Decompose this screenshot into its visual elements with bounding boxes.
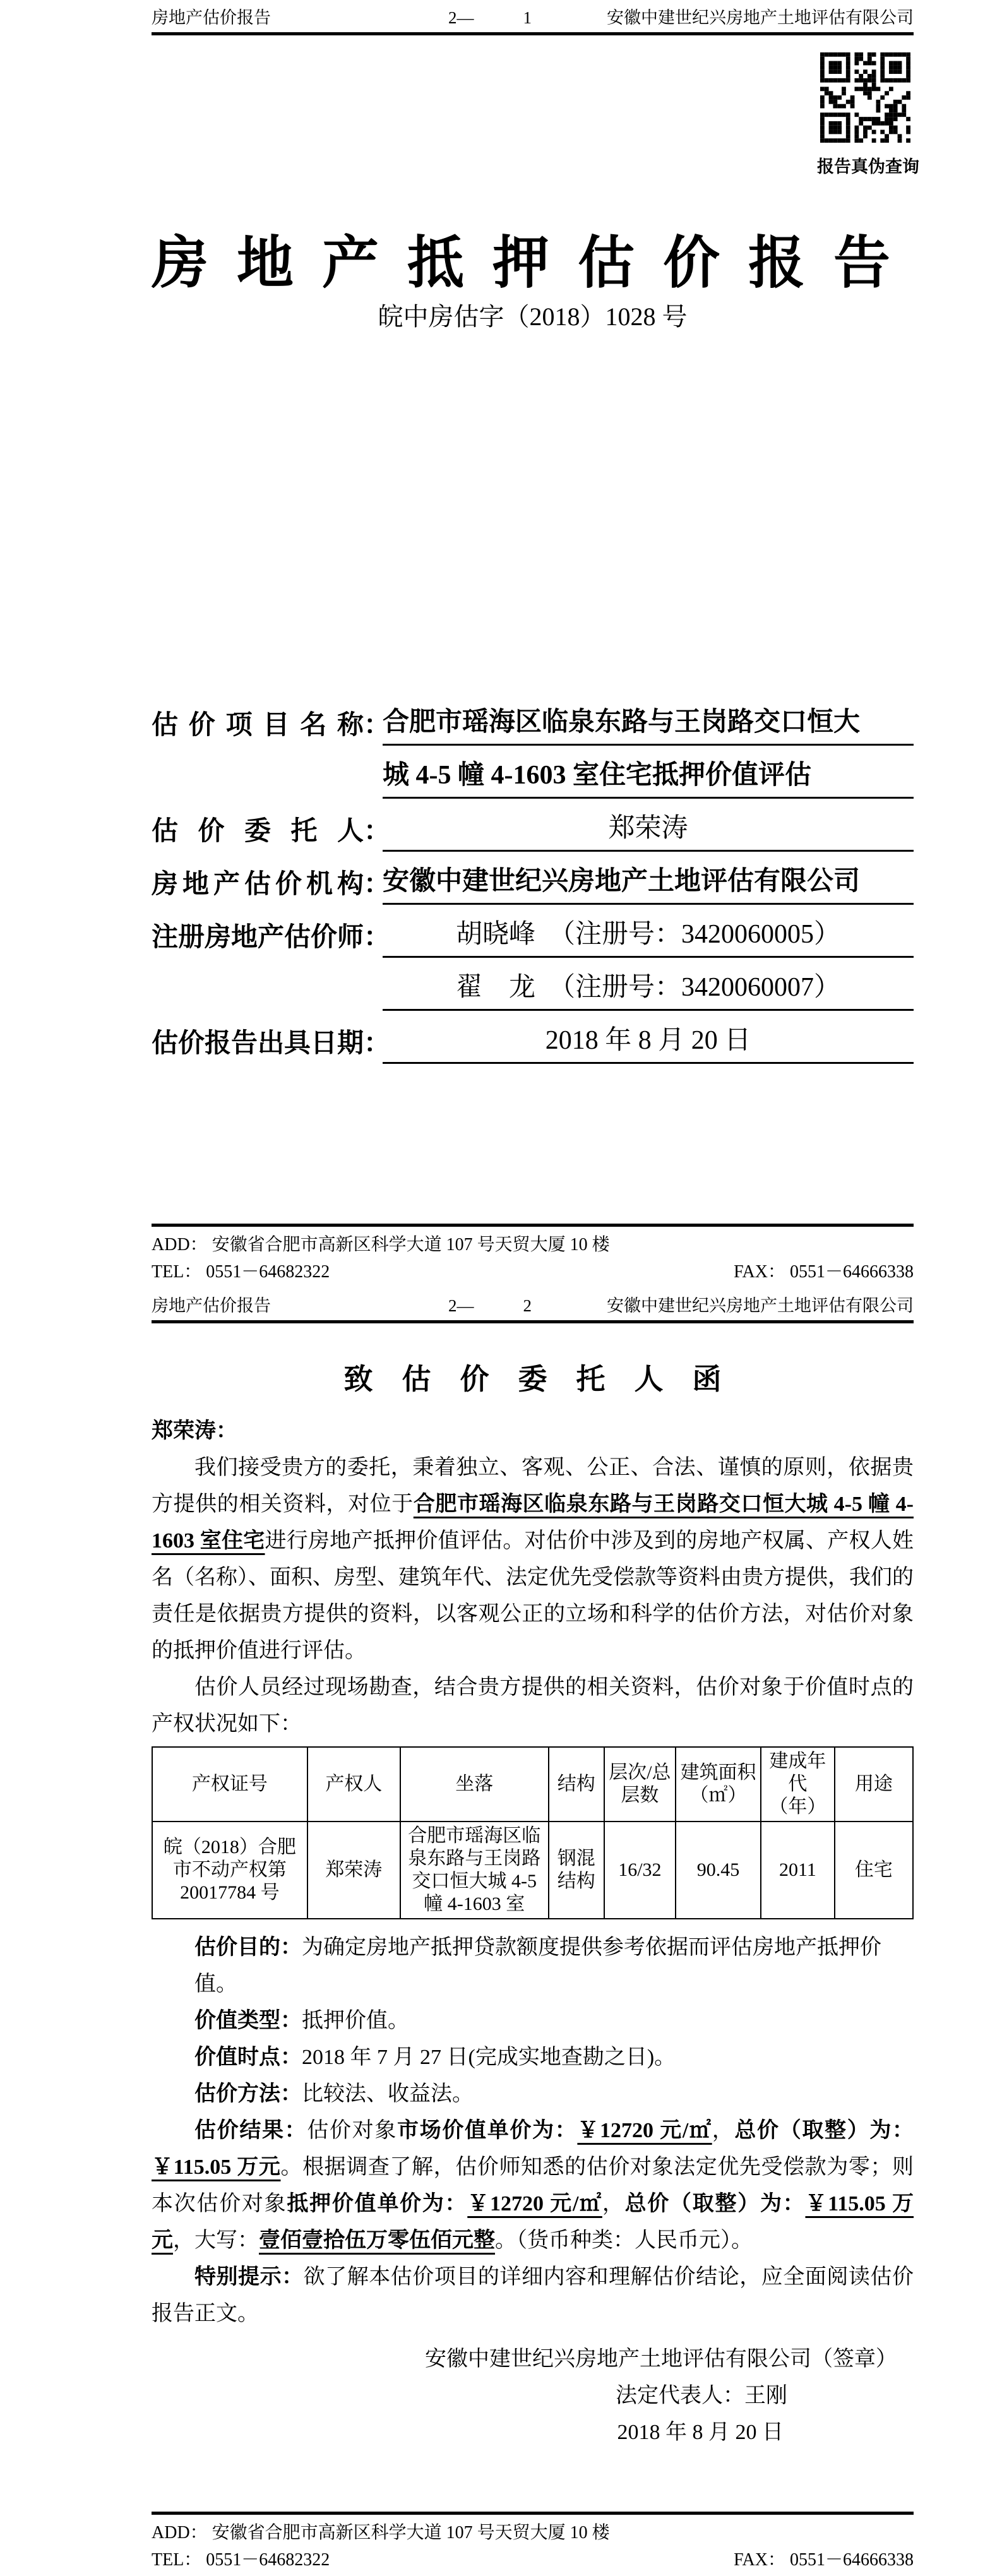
signature-block	[152, 2341, 914, 2451]
header-cell: 坐落	[400, 1747, 549, 1822]
issue-date-value: 2018 年 8 月 20 日	[383, 1019, 914, 1064]
footer-address: ADD： 安徽省合肥市高新区科学大道 107 号天贸大厦 10 楼	[152, 1235, 610, 1255]
header-cell: 建筑面积（㎡）	[676, 1747, 761, 1822]
project-label: 估价项目名称	[152, 711, 364, 740]
cell-usage: 住宅	[835, 1822, 913, 1919]
cell-floor: 16/32	[604, 1822, 676, 1919]
kv-value-type: 价值类型：抵押价值。	[194, 2009, 409, 2032]
footer-fax: FAX： 0551－64666338	[734, 1262, 914, 1282]
footer-fax: FAX： 0551－64666338	[734, 2550, 914, 2570]
cover-form	[152, 696, 914, 1064]
qr-caption: 报告真伪查询	[817, 157, 919, 176]
agency-value: 安徽中建世纪兴房地产土地评估有限公司	[383, 860, 914, 905]
issue-date-label: 估价报告出具日期	[152, 1029, 364, 1058]
paragraph-special-note: 特别提示：欲了解本估价项目的详细内容和理解估价结论，应全面阅读估价报告正文。	[152, 2265, 914, 2325]
client-label: 估价委托人	[152, 817, 364, 846]
header-cell: 建成年代（年）	[761, 1747, 835, 1822]
running-header-company: 安徽中建世纪兴房地产土地评估有限公司	[607, 8, 914, 27]
header-cell: 结构	[549, 1747, 604, 1822]
footer-address: ADD： 安徽省合肥市高新区科学大道 107 号天贸大厦 10 楼	[152, 2523, 610, 2543]
project-name-line2: 城 4-5 幢 4-1603 室住宅抵押价值评估	[383, 746, 914, 799]
form-row-appraiser-2	[152, 958, 914, 1011]
cell-area: 90.45	[676, 1822, 761, 1919]
header-cell: 层次/总层数	[604, 1747, 676, 1822]
running-header-page-indicator	[448, 8, 532, 28]
table-header-row	[152, 1747, 913, 1822]
form-row-client: 估价委托人 ： 郑荣涛	[152, 799, 914, 852]
cell-owner: 郑荣涛	[307, 1822, 400, 1919]
page2-running-header	[152, 1296, 914, 1323]
form-row-agency: 房地产估价机构 ： 安徽中建世纪兴房地产土地评估有限公司	[152, 852, 914, 905]
appraiser-2-value: 翟 龙 （注册号：3420060007）	[383, 966, 914, 1011]
running-header-company: 安徽中建世纪兴房地产土地评估有限公司	[607, 1296, 914, 1315]
page-2-letter	[0, 1288, 1002, 2576]
running-header-doc-label: 房地产估价报告	[152, 1296, 271, 1315]
paragraph-engagement: 我们接受贵方的委托，秉着独立、客观、公正、合法、谨慎的原则，依据贵方提供的相关资料，对位于合肥市瑶海区临泉东路与王岗路交口恒大城 4-5 幢 4-1603 室住宅进行房地产抵押价值评估。对估价中涉及到的房地产权属、产权人姓名（名称）、面积、房型、建筑年代、法定优先受偿款等资料由贵方提供，我们的责任是依据贵方提供的资料，以客观公正的立场和科学的估价方法，对估价对象的抵押价值进行评估。	[152, 1456, 914, 1662]
page1-footer	[152, 1224, 914, 1282]
page-number: 1	[523, 8, 532, 27]
signature-date: 2018 年 8 月 20 日	[617, 2421, 784, 2444]
signature-legal-representative: 法定代表人：王刚	[616, 2384, 787, 2407]
table-row	[152, 1822, 913, 1919]
header-cell: 产权人	[307, 1747, 400, 1822]
letter-body	[152, 1413, 914, 2451]
cell-certificate-no: 皖（2018）合肥市不动产权第 20017784 号	[152, 1822, 307, 1919]
appraiser-label: 注册房地产估价师	[152, 923, 364, 952]
form-row-project	[152, 696, 914, 799]
letter-title: 致 估 价 委 托 人 函	[343, 1363, 722, 1396]
cell-location: 合肥市瑶海区临泉东路与王岗路交口恒大城 4-5 幢 4-1603 室	[400, 1822, 549, 1919]
page-number: 2	[523, 1296, 532, 1315]
footer-tel: TEL： 0551－64682322	[152, 1262, 330, 1282]
agency-label: 房地产估价机构	[152, 870, 364, 899]
paragraph-result: 估价结果：估价对象市场价值单价为：￥12720 元/㎡，总价（取整）为：￥115.05 万元。根据调查了解，估价师知悉的估价对象法定优先受偿款为零；则本次估价对象抵押价值单价为：￥12720 元/㎡，总价（取整）为：￥115.05 万元，大写：壹佰壹拾伍万零伍佰元整。（货币种类：人民币元）。	[152, 2119, 914, 2252]
cell-structure: 钢混结构	[549, 1822, 604, 1919]
report-doc-number: 皖中房估字（2018）1028 号	[378, 302, 688, 331]
page2-footer	[152, 2512, 914, 2570]
salutation: 郑荣涛：	[152, 1419, 237, 1443]
client-value: 郑荣涛	[383, 807, 914, 852]
property-rights-table	[152, 1746, 914, 1919]
signature-company: 安徽中建世纪兴房地产土地评估有限公司（签章）	[425, 2347, 897, 2371]
page-total-prefix: 2—	[448, 8, 474, 27]
qr-code	[820, 52, 910, 143]
header-cell: 用途	[835, 1747, 913, 1822]
appraiser-1-value: 胡晓峰 （注册号：3420060005）	[383, 913, 914, 958]
page1-running-header	[152, 8, 914, 35]
kv-purpose: 估价目的：为确定房地产抵押贷款额度提供参考依据而评估房地产抵押价值。	[194, 1936, 881, 1996]
report-verification-block	[817, 52, 919, 177]
cell-year-built: 2011	[761, 1822, 835, 1919]
footer-tel: TEL： 0551－64682322	[152, 2550, 330, 2570]
project-name-line1: 合肥市瑶海区临泉东路与王岗路交口恒大	[383, 696, 914, 746]
label-colon: ：	[364, 711, 391, 740]
kv-value-date: 价值时点：2018 年 7 月 27 日(完成实地查勘之日)。	[194, 2046, 676, 2069]
running-header-page-indicator	[448, 1296, 532, 1316]
running-header-doc-label: 房地产估价报告	[152, 8, 271, 27]
form-row-appraiser-1: 注册房地产估价师 ： 胡晓峰 （注册号：3420060005）	[152, 905, 914, 958]
report-title: 房地产抵押估价报告	[152, 232, 919, 295]
header-cell: 产权证号	[152, 1747, 307, 1822]
kv-method: 估价方法：比较法、收益法。	[194, 2082, 474, 2106]
paragraph-survey: 估价人员经过现场勘查，结合贵方提供的相关资料，估价对象于价值时点的产权状况如下：	[152, 1676, 914, 1736]
page-total-prefix: 2—	[448, 1296, 474, 1315]
form-row-issue-date: 估价报告出具日期 ： 2018 年 8 月 20 日	[152, 1011, 914, 1064]
appraisal-summary	[152, 1929, 914, 2113]
